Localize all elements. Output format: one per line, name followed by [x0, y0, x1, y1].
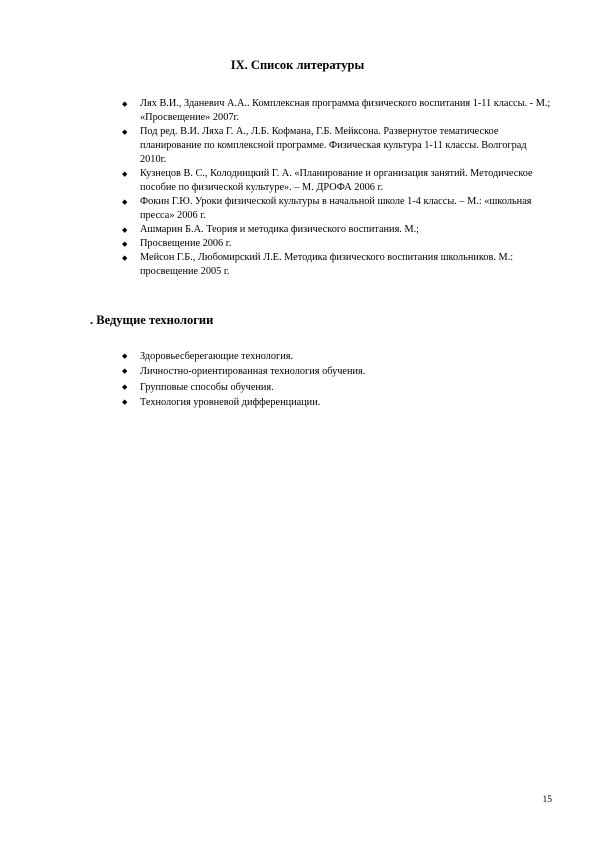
list-item-text: Лях В.И., Зданевич А.А.. Комплексная программа физического воспитания 1-11 классы. - М.; «Просвещение» 2007г. — [140, 98, 551, 123]
bullet-icon: ◆ — [122, 367, 128, 376]
list-item-text: Кузнецов В. С., Колодницкий Г. А. «Планирование и организация занятий. Методическое пособие по физической культуре». – М. ДРОФА 2006 г. — [140, 168, 533, 193]
list-item — [122, 223, 552, 237]
list-item — [122, 251, 552, 279]
bullet-icon: ◆ — [122, 226, 128, 234]
list-item — [122, 167, 552, 195]
technologies-heading: . Ведущие технологии — [90, 313, 214, 327]
list-item-text: Личностно-ориентированная технология обучения. — [140, 366, 366, 378]
bullet-icon: ◆ — [122, 128, 128, 136]
page-number: 15 — [542, 795, 552, 805]
list-item-text: Под ред. В.И. Ляха Г. А., Л.Б. Кофмана, Г.Б. Мейксона. Развернутое тематическое планирование по комплексной программе. Физическая культура 1-11 классы. Волгоград 2010г. — [140, 126, 527, 165]
technologies-list — [122, 349, 552, 410]
list-item — [122, 237, 552, 251]
list-item-text: Технология уровневой дифференциации. — [140, 396, 321, 408]
list-item — [122, 125, 552, 167]
list-item-text: Здоровьесберегающие технология. — [140, 351, 294, 362]
list-item — [122, 349, 552, 364]
bullet-icon: ◆ — [122, 254, 128, 262]
literature-list — [122, 97, 552, 279]
bullet-icon: ◆ — [122, 198, 128, 206]
list-item — [122, 195, 552, 223]
bullet-icon: ◆ — [122, 100, 128, 108]
bullet-icon: ◆ — [122, 170, 128, 178]
list-item-text: Просвещение 2006 г. — [140, 238, 232, 249]
bullet-icon: ◆ — [122, 352, 128, 360]
list-item-text: Фокин Г.Ю. Уроки физической культуры в начальной школе 1-4 классы. – М.: «школьная пресса» 2006 г. — [140, 196, 532, 221]
list-item — [122, 380, 552, 395]
list-item-text: Ашмарин Б.А. Теория и методика физического воспитания. М.; — [140, 224, 420, 235]
list-item-text: Мейсон Г.Б., Любомирский Л.Е. Методика физического воспитания школьников. М.: просвещение 2005 г. — [140, 252, 514, 277]
list-item-text: Групповые способы обучения. — [140, 381, 274, 393]
list-item — [122, 364, 552, 379]
list-item — [122, 97, 552, 125]
literature-heading: IX. Список литературы — [230, 58, 365, 72]
bullet-icon: ◆ — [122, 397, 128, 406]
bullet-icon: ◆ — [122, 382, 128, 391]
bullet-icon: ◆ — [122, 240, 128, 248]
list-item — [122, 395, 552, 410]
